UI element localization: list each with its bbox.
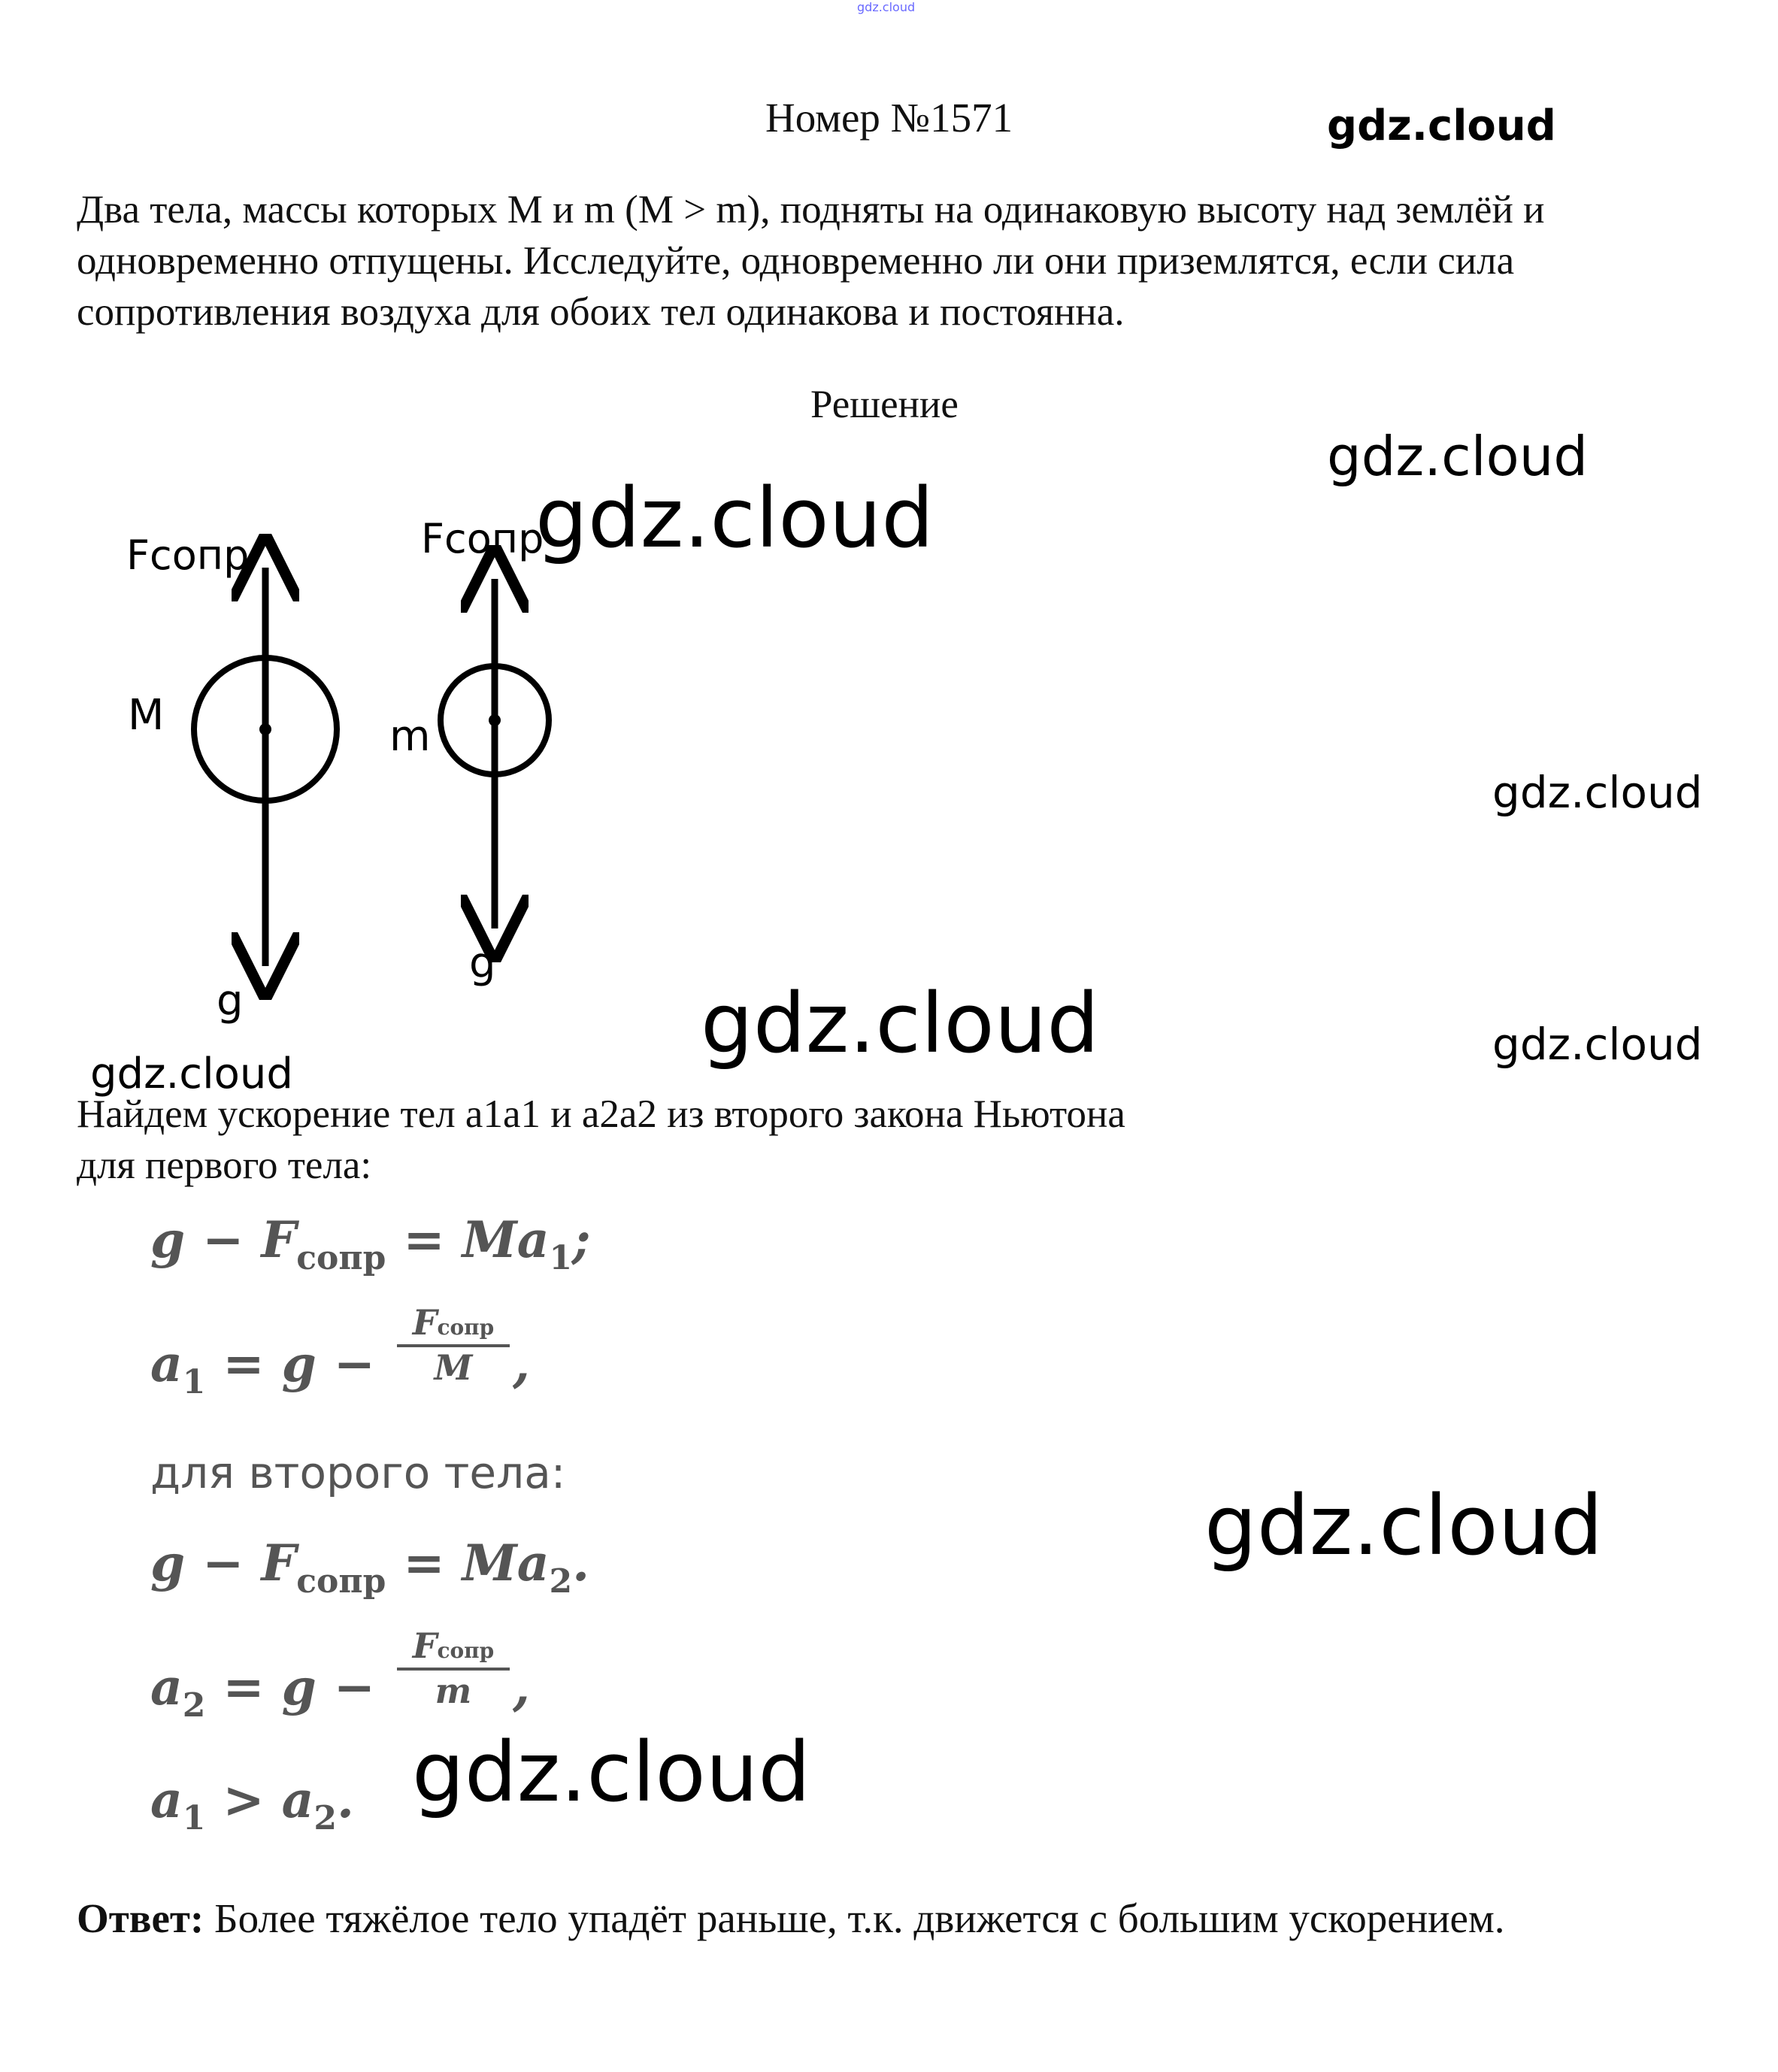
- watermark-4: gdz.cloud: [1492, 767, 1703, 818]
- problem-text: Два тела, массы которых M и m (M > m), подняты на одинаковую высоту над землёй и одновременно отпущены. Исследуйте, одновременно ли они приземлятся, если сила сопротивления воздуха для обоих тел одинакова и постоянна.: [77, 188, 1545, 334]
- solution-intro: [77, 1089, 1125, 1191]
- watermark-8: gdz.cloud: [1204, 1477, 1604, 1574]
- body-1-force-label: Fсопр: [126, 532, 250, 579]
- equation-1: $g - F_{сопр} = Ma_1$;: [150, 1210, 591, 1277]
- watermark-5: gdz.cloud: [701, 975, 1100, 1071]
- equation-2-end: ,: [513, 1334, 530, 1393]
- second-body-label: для второго тела:: [150, 1447, 566, 1498]
- body-1-gravity-label: g: [217, 977, 244, 1025]
- equation-3: $g - F_{сопр} = Ma_2$.: [150, 1534, 590, 1601]
- body-2: [389, 519, 549, 988]
- fraction-2: Fсопр m: [397, 1625, 510, 1711]
- watermark-6: gdz.cloud: [1492, 1019, 1703, 1070]
- watermark-2: gdz.cloud: [1327, 425, 1589, 488]
- fraction-1: Fсопр M: [397, 1302, 510, 1388]
- solution-title: Решение: [810, 383, 959, 426]
- body-2-force-label: Fсопр: [421, 519, 544, 562]
- body-1: [126, 532, 337, 1025]
- solution-intro-line-2: для первого тела:: [77, 1144, 372, 1187]
- watermark-7: gdz.cloud: [90, 1050, 293, 1098]
- top-watermark: gdz.cloud: [857, 0, 916, 14]
- watermark-9: gdz.cloud: [412, 1724, 811, 1820]
- body-1-mass-label: M: [128, 691, 165, 740]
- equation-2: $a_1 = g$ −: [150, 1334, 376, 1401]
- answer-label: Ответ:: [77, 1895, 204, 1941]
- page-title: Номер №1571: [765, 95, 1013, 141]
- watermark-1: gdz.cloud: [1327, 101, 1556, 150]
- equation-4: $a_2 = g$ −: [150, 1658, 376, 1725]
- body-2-gravity-label: g: [469, 939, 496, 988]
- force-diagram: [113, 519, 601, 1045]
- body-2-mass-label: m: [389, 712, 431, 761]
- answer: [77, 1895, 1505, 1942]
- solution-intro-line-1: Найдем ускорение тел a1a1 и a2a2 из второго закона Ньютона: [77, 1092, 1125, 1136]
- watermark-3: gdz.cloud: [535, 470, 934, 566]
- answer-text: Более тяжёлое тело упадёт раньше, т.к. движется с большим ускорением.: [204, 1895, 1505, 1941]
- equation-4-end: ,: [513, 1658, 530, 1716]
- equation-5: $a_1 > a_2$.: [150, 1771, 355, 1837]
